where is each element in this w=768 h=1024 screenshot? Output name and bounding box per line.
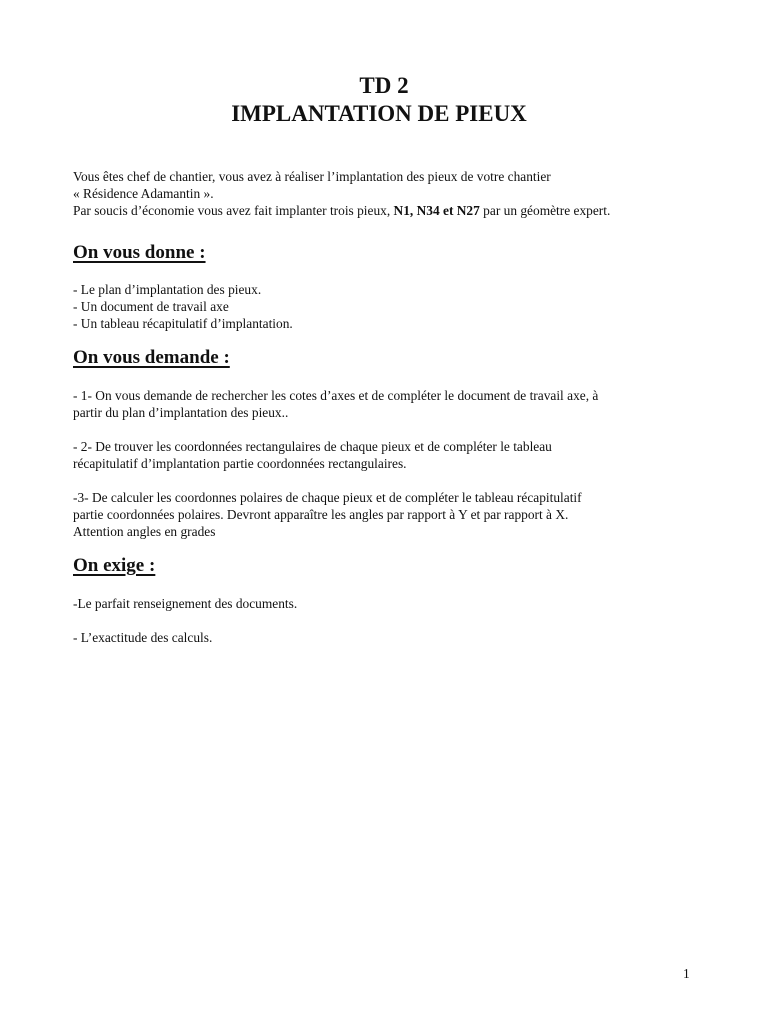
demande-q3-line-1: -3- De calculer les coordonnes polaires de chaque pieux et de compléter le tableau récapitulatif	[73, 490, 582, 505]
exige-item-1-text: -Le parfait renseignement des documents.	[73, 596, 298, 611]
demande-q2-line-1: - 2- De trouver les coordonnées rectangulaires de chaque pieux et de compléter le tableau	[73, 439, 552, 454]
intro-paragraph	[73, 168, 713, 219]
donne-list	[73, 281, 713, 332]
page-number: 1	[683, 966, 690, 981]
demande-q1-line-2: partir du plan d’implantation des pieux..	[73, 405, 289, 420]
heading-on-exige: On exige :	[73, 555, 156, 576]
demande-q3-line-2: partie coordonnées polaires. Devront apparaître les angles par rapport à Y et par rapport à X.	[73, 507, 569, 522]
heading-on-vous-donne: On vous donne :	[73, 242, 206, 263]
heading-on-vous-demande: On vous demande :	[73, 347, 230, 368]
intro-line-3-start: Par soucis d’économie vous avez fait implanter trois pieux,	[73, 203, 394, 218]
title-line-1: TD 2	[359, 73, 409, 98]
intro-line-1: Vous êtes chef de chantier, vous avez à réaliser l’implantation des pieux de votre chantier	[73, 169, 551, 184]
exige-item-2	[73, 629, 713, 646]
demande-q1-line-1: - 1- On vous demande de rechercher les cotes d’axes et de compléter le document de travail axe, à	[73, 388, 599, 403]
intro-line-3-end: par un géomètre expert.	[479, 203, 611, 218]
intro-line-3	[73, 202, 713, 219]
exige-item-2-text: - L’exactitude des calculs.	[73, 630, 213, 645]
demande-q3-line-3: Attention angles en grades	[73, 524, 216, 539]
demande-q2-line-2: récapitulatif d’implantation partie coordonnées rectangulaires.	[73, 456, 407, 471]
document-title	[0, 72, 768, 128]
demande-question-1	[73, 387, 713, 421]
donne-item-1: - Le plan d’implantation des pieux.	[73, 282, 262, 297]
donne-item-2: - Un document de travail axe	[73, 299, 229, 314]
donne-item-3: - Un tableau récapitulatif d’implantation.	[73, 316, 293, 331]
demande-question-2	[73, 438, 713, 472]
exige-item-1	[73, 595, 713, 612]
pile-names: N1, N34 et N27	[393, 203, 480, 218]
title-line-2: IMPLANTATION DE PIEUX	[231, 101, 527, 126]
demande-question-3	[73, 489, 713, 540]
intro-line-2: « Résidence Adamantin ».	[73, 186, 214, 201]
